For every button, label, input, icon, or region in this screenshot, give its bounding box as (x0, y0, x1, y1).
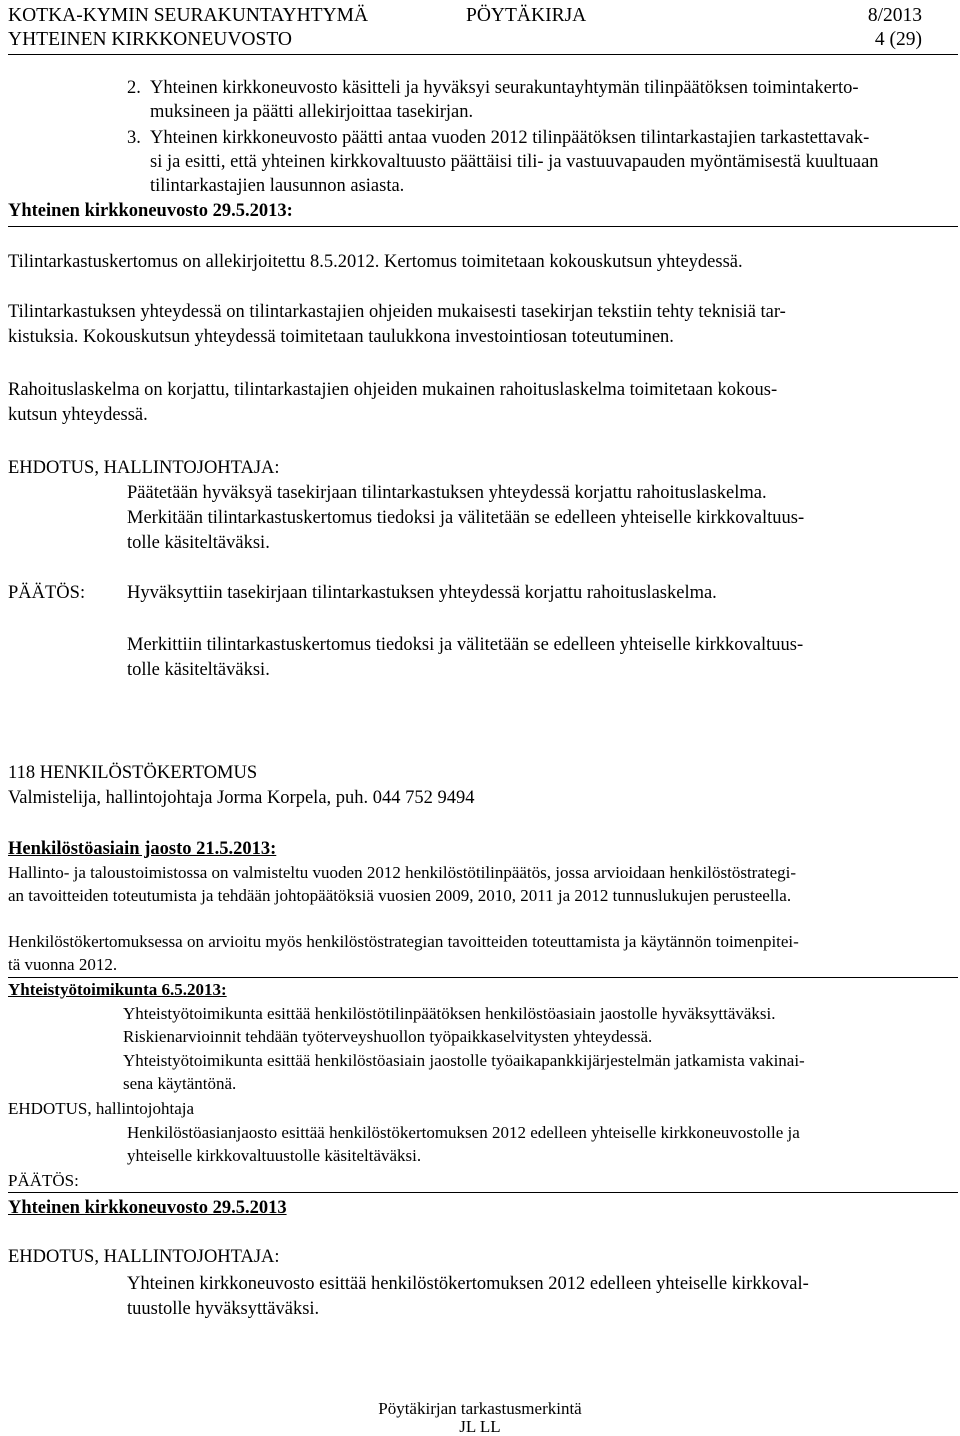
section-rule (8, 1192, 958, 1193)
presenter-line: Valmistelija, hallintojohtaja Jorma Korpela, puh. 044 752 9494 (8, 788, 475, 808)
page-number: 4 (29) (874, 29, 922, 50)
proposal-label: EHDOTUS, HALLINTOJOHTAJA: (8, 458, 280, 478)
proposal-line: tolle käsiteltäväksi. (127, 533, 270, 553)
yt-line: Yhteistyötoimikunta esittää henkilöstötilinpäätöksen henkilöstöasiain jaostolle hyväksyttäväksi. (123, 1004, 776, 1023)
paragraph: tä vuonna 2012. (8, 955, 118, 974)
paragraph: kistuksia. Kokouskutsun yhteydessä toimitetaan taulukkona investointiosan toteutuminen. (8, 327, 674, 347)
paatos-label: PÄÄTÖS: (8, 1171, 79, 1190)
decision-label: PÄÄTÖS: (8, 583, 86, 603)
final-proposal-line: tuustolle hyväksyttäväksi. (127, 1299, 320, 1319)
section-rule (8, 977, 958, 978)
section-heading: Yhteinen kirkkoneuvosto 29.5.2013: (8, 201, 293, 221)
paragraph: an tavoitteiden toteutumista ja tehdään johtopäätöksiä vuosien 2009, 2010, 2011 ja 2012 tunnuslukujen perusteella. (8, 886, 792, 905)
yt-line: Riskienarvioinnit tehdään työterveyshuollon työpaikkaselvitysten yhteydessä. (123, 1027, 653, 1046)
proposal-line: Päätetään hyväksyä tasekirjaan tilintarkastuksen yhteydessä korjattu rahoituslaskelma. (127, 483, 767, 503)
doc-number: 8/2013 (867, 5, 922, 26)
section-title: 118 HENKILÖSTÖKERTOMUS (8, 763, 258, 783)
list-item-cont: muksineen ja päätti allekirjoittaa tasekirjan. (150, 102, 474, 122)
paragraph: Tilintarkastuskertomus on allekirjoitettu 8.5.2012. Kertomus toimitetaan kokouskutsun yhteydessä. (8, 252, 743, 272)
yt-line: Yhteistyötoimikunta esittää henkilöstöasiain jaostolle työaikapankkijärjestelmän jatkamista vakinai- (123, 1051, 805, 1070)
list-item: Yhteinen kirkkoneuvosto käsitteli ja hyväksyi seurakuntayhtymän tilinpäätöksen toimintakerto- (150, 78, 859, 98)
paragraph: Rahoituslaskelma on korjattu, tilintarkastajien ohjeiden mukainen rahoituslaskelma toimitetaan kokous- (8, 380, 778, 400)
section-rule (8, 226, 958, 227)
final-proposal-label: EHDOTUS, HALLINTOJOHTAJA: (8, 1247, 280, 1267)
ehdotus-line: Henkilöstöasianjaosto esittää henkilöstökertomuksen 2012 edelleen yhteiselle kirkkoneuvostolle ja (127, 1123, 800, 1142)
paragraph: kutsun yhteydessä. (8, 405, 148, 425)
header-rule (8, 54, 958, 55)
proposal-line: Merkitään tilintarkastuskertomus tiedoksi ja välitetään se edelleen yhteiselle kirkkovaltuus- (127, 508, 805, 528)
decision-line: tolle käsiteltäväksi. (127, 660, 270, 680)
ehdotus-line: yhteiselle kirkkovaltuustolle käsiteltäväksi. (127, 1146, 422, 1165)
decision-line: Merkittiin tilintarkastuskertomus tiedoksi ja välitetään se edelleen yhteiselle kirkkovaltuus- (127, 635, 804, 655)
org-name: KOTKA-KYMIN SEURAKUNTAYHTYMÄ (8, 5, 369, 26)
paragraph: Hallinto- ja taloustoimistossa on valmisteltu vuoden 2012 henkilöstötilinpäätös, jossa arvioidaan henkilöstöstrategi- (8, 863, 797, 882)
decision-line: Hyväksyttiin tasekirjaan tilintarkastuksen yhteydessä korjattu rahoituslaskelma. (127, 583, 717, 603)
yk-heading: Yhteinen kirkkoneuvosto 29.5.2013 (8, 1198, 287, 1218)
jaosto-heading: Henkilöstöasiain jaosto 21.5.2013: (8, 839, 277, 859)
list-item-num: 3. (127, 128, 141, 148)
paragraph: Tilintarkastuksen yhteydessä on tilintarkastajien ohjeiden mukaisesti tasekirjan tekstiin tehty teknisiä tar- (8, 302, 786, 322)
list-item-cont: si ja esitti, että yhteinen kirkkovaltuusto päättäisi tili- ja vastuuvapauden myöntämisestä kuultuaan (150, 152, 879, 172)
yt-heading: Yhteistyötoimikunta 6.5.2013: (8, 980, 227, 999)
list-item-num: 2. (127, 78, 141, 98)
body-name: YHTEINEN KIRKKONEUVOSTO (8, 29, 292, 50)
list-item: Yhteinen kirkkoneuvosto päätti antaa vuoden 2012 tilinpäätöksen tilintarkastajien tarkastettavak- (150, 128, 870, 148)
footer-initials: JL LL (459, 1417, 501, 1436)
ehdotus-label: EHDOTUS, hallintojohtaja (8, 1099, 195, 1118)
final-proposal-line: Yhteinen kirkkoneuvosto esittää henkilöstökertomuksen 2012 edelleen yhteiselle kirkkoval- (127, 1274, 809, 1294)
yt-line: sena käytäntönä. (123, 1074, 237, 1093)
doc-type: PÖYTÄKIRJA (466, 5, 587, 26)
paragraph: Henkilöstökertomuksessa on arvioitu myös henkilöstöstrategian tavoitteiden toteuttamista ja käytännön toimenpitei- (8, 932, 799, 951)
list-item-cont: tilintarkastajien lausunnon asiasta. (150, 176, 405, 196)
footer-label: Pöytäkirjan tarkastusmerkintä (378, 1399, 582, 1418)
